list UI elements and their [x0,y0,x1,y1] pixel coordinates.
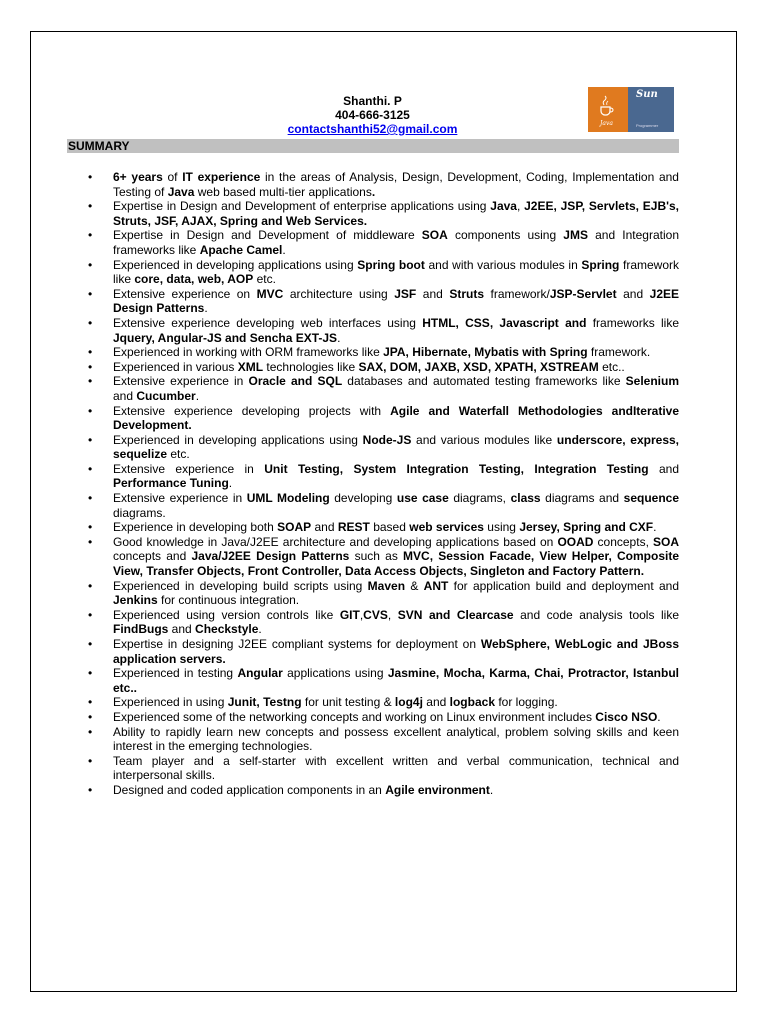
bold-text: use case [396,491,449,506]
summary-bullet-item [67,404,679,433]
text: and [648,461,679,476]
text: , [359,607,364,622]
text: and [311,520,338,535]
resume-header [230,94,515,136]
text: and [422,695,450,710]
text: Extensive experience developing web interfaces using [113,315,423,330]
bold-text: J2EE, JSP, Servlets, EJB's, Struts, JSF, AJAX, Spring and Web Services. [113,199,679,228]
bold-text: Cucumber [136,388,196,403]
summary-bullet-item [67,579,679,608]
bold-text: MVC [256,286,284,301]
bold-text: REST [337,520,370,535]
bold-text: Java [167,184,195,199]
summary-bullet-item [67,710,679,725]
text: Extensive experience developing projects with [113,403,391,418]
text: . [204,301,208,316]
summary-bullet-item [67,666,679,695]
text: Experienced in working with ORM frameworks like [113,345,384,360]
bold-text: Junit, Testng [227,695,302,710]
java-word: Java [600,120,613,127]
summary-bullet-item [67,287,679,316]
bold-text: IT experience [182,170,261,184]
bold-text: SOAP [277,520,312,535]
text: Experienced in testing [113,666,238,681]
text: diagrams, [448,491,511,506]
bold-text: FindBugs [113,622,169,637]
text: Ability to rapidly learn new concepts and possess excellent analytical, problem solving skills and keen interest in the emerging technologies. [113,724,679,754]
text: Experienced in various [113,359,238,374]
text: , [387,607,398,622]
bold-text: Agile and Waterfall Methodologies andIterative Development. [113,403,680,433]
summary-bullet-item [67,170,679,199]
text: Extensive experience in [113,374,249,389]
text: . [282,242,286,257]
text: framework/ [484,286,550,301]
bold-text: Java [490,199,517,214]
text: architecture using [283,286,395,301]
text: web based multi-tier applications [194,184,372,199]
summary-bullet-item [67,374,679,403]
summary-bullet-item [67,695,679,710]
text: components using [447,228,564,243]
text: . [653,520,657,535]
text: for application build and deployment and [448,578,679,593]
text: in the areas of Analysis, Design, Development, Coding, Implementation and Testing of [113,170,679,199]
text: etc. [253,272,276,287]
text: . [657,709,661,724]
text: Expertise in Design and Development of enterprise applications using [113,199,491,214]
bold-text: XML [237,359,264,374]
summary-bullet-item [67,520,679,535]
bold-text: HTML, CSS, Javascript and [422,315,587,330]
bold-text: OOAD [557,534,594,549]
summary-bullet-item [67,637,679,666]
text: etc. [167,447,190,462]
text: databases and automated testing frameworks like [342,374,626,389]
bold-text: Node-JS [362,432,412,447]
bold-text: . [371,184,376,199]
bold-text: 6+ years [113,170,163,184]
summary-bullet-item [67,608,679,637]
email-link[interactable]: contactshanthi52@gmail.com [287,122,458,136]
bold-text: JSF [394,286,417,301]
text: such as [349,549,404,564]
bold-text: WebSphere, WebLogic and JBoss application servers. [113,637,679,666]
bold-text: class [510,491,541,506]
programmer-word: Programmer [636,123,659,128]
sun-java-certification-logo [588,87,674,132]
text: Experienced in developing applications using [113,257,358,272]
text: . [489,782,494,797]
summary-bullet-item [67,491,679,520]
bold-text: Maven [367,578,406,593]
bold-text: Agile environment [385,782,490,797]
bold-text: Jenkins [113,593,158,608]
text: and Integration frameworks like [113,228,679,257]
bold-text: CVS [363,607,388,622]
bold-text: underscore, express, sequelize [113,432,679,462]
bold-text: SAX, DOM, JAXB, XSD, XPATH, XSTREAM [358,359,599,374]
text: diagrams and [540,491,624,506]
text: , [516,199,525,214]
bold-text: Java/J2EE Design Patterns [191,549,350,564]
bold-text: Performance Tuning [113,476,229,491]
bold-text: Oracle and SQL [248,374,343,389]
java-cup-icon [597,95,615,117]
phone-number: 404-666-3125 [335,108,410,122]
text: frameworks like [586,315,680,330]
text: and [168,622,196,637]
summary-bullet-item [67,360,679,375]
text: . [258,622,262,637]
bold-text: GIT [339,607,360,622]
text: Experience in developing both [113,520,278,535]
summary-bullet-item [67,199,679,228]
bold-text: Unit Testing, System Integration Testing, Integration Testing [264,461,649,476]
text: for continuous integration. [157,593,300,608]
text: and with various modules in [424,257,582,272]
text: of [162,170,183,184]
bold-text: JMS [563,228,588,243]
text: Extensive experience in [113,491,247,506]
text: applications using [282,666,388,681]
text: and [113,388,137,403]
candidate-name: Shanthi. P [343,94,402,108]
bold-text: JPA, Hibernate, Mybatis with Spring [383,345,588,360]
text: concepts, [593,534,653,549]
text: framework. [587,345,651,360]
bold-text: MVC, Session Facade, View Helper, Composite View, Transfer Objects, Front Controller, Data Access Objects, Singleton and Factory Pattern. [113,549,680,579]
bold-text: J2EE Design Patterns [113,286,679,316]
text: Expertise in Design and Development of middleware [113,228,422,243]
text: . [228,476,233,491]
text: & [405,578,424,593]
bold-text: Checkstyle [195,622,259,637]
text: Experienced in using [113,695,228,710]
summary-bullet-item [67,433,679,462]
bold-text: Selenium [625,374,679,389]
text: Experienced in developing build scripts using [113,578,368,593]
bold-text: UML Modeling [246,491,330,506]
text: . [337,330,341,345]
summary-bullet-item [67,725,679,754]
text: Experienced in developing applications using [113,432,363,447]
text: etc.. [598,359,625,374]
bold-text: SOA [652,534,679,549]
text: diagrams. [113,505,166,520]
summary-bullet-item [67,754,679,783]
bold-text: SOA [421,228,448,243]
text: for logging. [495,695,558,710]
text: and [616,286,650,301]
bold-text: Struts [449,286,484,301]
bold-text: sequence [623,491,679,506]
bold-text: log4j [394,695,423,710]
text: for unit testing & [301,695,395,710]
text: and various modules like [411,432,557,447]
bold-text: Spring [581,257,620,272]
bold-text: ANT [423,578,449,593]
bold-text: web services [409,520,484,535]
bold-text: Jasmine, Mocha, Karma, Chai, Protractor, Istanbul etc.. [113,666,679,695]
summary-bullet-item [67,535,679,579]
bold-text: Jersey, Spring and CXF [519,520,654,535]
bold-text: Spring boot [357,257,425,272]
sun-logo-panel [628,87,674,132]
text: developing [329,491,397,506]
sun-word: Sun [636,89,658,100]
summary-list [67,170,679,798]
summary-bullet-item [67,228,679,257]
summary-bullet-item [67,258,679,287]
text: Extensive experience in [113,461,265,476]
text: framework like [113,257,680,287]
text: and code analysis tools like [513,607,680,622]
bold-text: JSP-Servlet [549,286,617,301]
bold-text: logback [449,695,495,710]
summary-bullet-item [67,783,679,798]
bold-text: Apache Camel [199,242,283,257]
bold-text: core, data, web, AOP [134,272,254,287]
text: Extensive experience on [113,286,257,301]
text: Experienced using version controls like [113,607,340,622]
text: concepts and [113,549,192,564]
text: Team player and a self-starter with excellent written and verbal communication, technical and interpersonal skills. [113,753,679,783]
text: Experienced some of the networking concepts and working on Linux environment includes [113,709,596,724]
text: Expertise in designing J2EE compliant systems for deployment on [113,637,481,651]
bold-text: SVN and Clearcase [397,607,514,622]
text: technologies like [263,359,359,374]
summary-heading: SUMMARY [67,139,679,153]
summary-bullet-item [67,462,679,491]
text: Designed and coded application components in an [113,782,386,797]
bold-text: Cisco NSO [595,709,658,724]
text: based [369,520,410,535]
text: and [416,286,450,301]
bold-text: Angular [237,666,283,681]
text: . [195,388,200,403]
summary-bullet-item [67,345,679,360]
text: Good knowledge in Java/J2EE architecture and developing applications based on [113,534,558,549]
bold-text: Jquery, Angular-JS and Sencha EXT-JS [113,330,338,345]
summary-bullet-item [67,316,679,345]
text: using [483,520,520,535]
java-logo-panel [588,87,628,132]
